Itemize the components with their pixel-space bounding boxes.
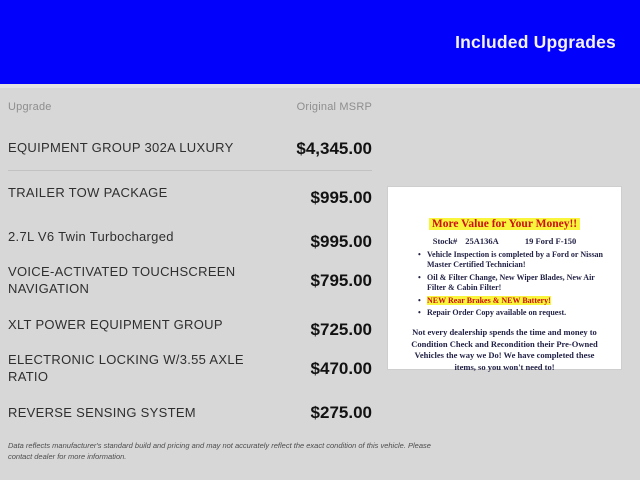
flyer-bullet-list bbox=[418, 250, 606, 318]
flyer-bullet: • Repair Order Copy available on request. bbox=[418, 308, 606, 318]
flyer-stock bbox=[433, 236, 499, 246]
upgrade-label: TRAILER TOW PACKAGE bbox=[8, 184, 168, 200]
upgrade-price: $4,345.00 bbox=[296, 138, 372, 158]
upgrade-price: $995.00 bbox=[310, 188, 372, 207]
table-row bbox=[8, 303, 372, 347]
table-rows bbox=[8, 127, 372, 435]
flyer-bullet-highlighted: • NEW Rear Brakes & NEW Battery! bbox=[418, 296, 606, 306]
upgrade-label: XLT POWER EQUIPMENT GROUP bbox=[8, 316, 223, 332]
upgrade-label: EQUIPMENT GROUP 302A LUXURY bbox=[8, 140, 234, 156]
upgrade-label: VOICE-ACTIVATED TOUCHSCREEN NAVIGATION bbox=[8, 264, 236, 296]
disclaimer-text: Data reflects manufacturer's standard build and pricing and may not accurately reflect the exact condition of this vehicle. Please contact dealer for more information. bbox=[8, 441, 431, 461]
table-row bbox=[8, 391, 372, 435]
upgrade-price: $995.00 bbox=[310, 232, 372, 251]
table-row bbox=[8, 215, 372, 259]
upgrade-price: $275.00 bbox=[310, 403, 372, 422]
table-row bbox=[8, 347, 372, 391]
upgrade-label: ELECTRONIC LOCKING W/3.55 AXLE RATIO bbox=[8, 352, 244, 384]
flyer-stock-line bbox=[400, 236, 609, 246]
upgrade-label: 2.7L V6 Twin Turbocharged bbox=[8, 228, 174, 244]
flyer-vehicle: 19 Ford F-150 bbox=[524, 236, 577, 246]
flyer-title: More Value for Your Money!! bbox=[400, 214, 609, 232]
flyer-bullet: • Oil & Filter Change, New Wiper Blades, New Air Filter & Cabin Filter! bbox=[418, 273, 606, 294]
table-row bbox=[8, 171, 372, 215]
upgrade-price: $795.00 bbox=[310, 271, 372, 290]
table-row bbox=[8, 259, 372, 303]
stock-value: 25A136A bbox=[465, 236, 499, 246]
column-header-upgrade: Upgrade bbox=[8, 101, 52, 113]
page-header bbox=[0, 0, 640, 84]
flyer-bullet: • Vehicle Inspection is completed by a Ford or Nissan Master Certified Technician! bbox=[418, 250, 606, 271]
table-row bbox=[8, 127, 372, 171]
dealer-flyer-image bbox=[388, 187, 621, 372]
table-column-headers bbox=[8, 88, 372, 127]
upgrade-price: $470.00 bbox=[310, 359, 372, 378]
flyer-footer: Not every dealership spends the time and money to Condition Check and Recondition their Pre-Owned Vehicles the way we Do! We have completed these items, so you won't need to! bbox=[411, 327, 598, 372]
upgrade-label: REVERSE SENSING SYSTEM bbox=[8, 404, 196, 420]
page-title: Included Upgrades bbox=[455, 31, 616, 52]
upgrade-price: $725.00 bbox=[310, 320, 372, 339]
column-header-msrp: Original MSRP bbox=[296, 101, 372, 113]
upgrades-table bbox=[8, 88, 372, 435]
stock-label: Stock# bbox=[432, 236, 458, 246]
